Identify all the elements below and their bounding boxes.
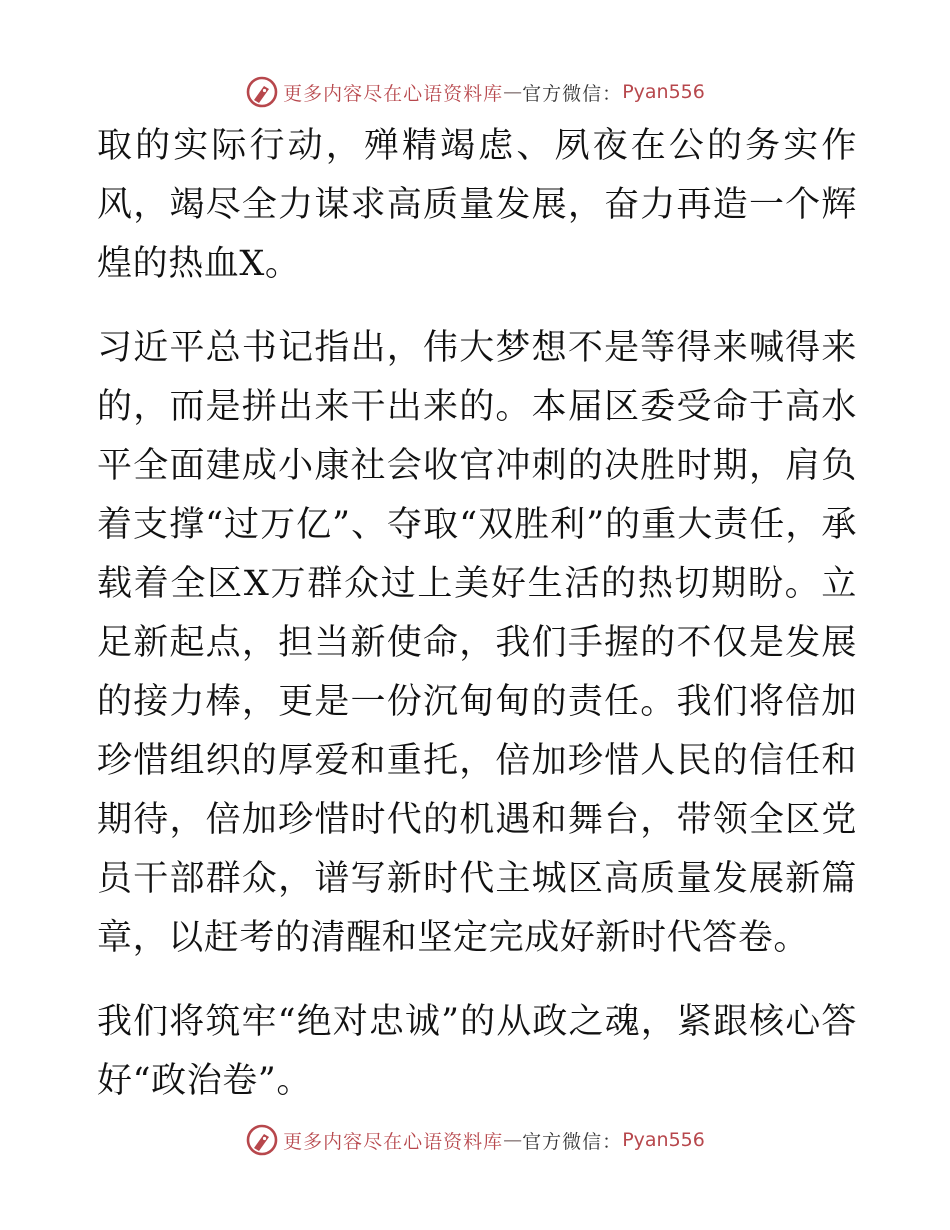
pen-nib-logo-icon — [245, 1123, 279, 1157]
watermark-wechat-handle: Pyan556 — [622, 81, 705, 103]
paragraph-2: 习近平总书记指出，伟大梦想不是等得来喊得来的，而是拼出来干出来的。本届区委受命于高水平全面建成小康社会收官冲刺的决胜时期，肩负着支撑“过万亿”、夺取“双胜利”的重大责任，承载着全区X万群众过上美好生活的热切期盼。立足新起点，担当新使命，我们手握的不仅是发展的接力棒，更是一份沉甸甸的责任。我们将倍加珍惜组织的厚爱和重托，倍加珍惜人民的信任和期待，倍加珍惜时代的机遇和舞台，带领全区党员干部群众，谱写新时代主城区高质量发展新篇章，以赶考的清醒和坚定完成好新时代答卷。 — [97, 328, 857, 958]
pen-nib-logo-icon — [245, 75, 279, 109]
header-watermark — [0, 72, 950, 112]
paragraph-3: 我们将筑牢“绝对忠诚”的从政之魂，紧跟核心答好“政治卷”。 — [97, 1002, 857, 1101]
watermark-site-name: 更多内容尽在心语资料库 — [283, 1130, 504, 1153]
document-body — [97, 117, 857, 1111]
paragraph-1: 取的实际行动，殚精竭虑、夙夜在公的务实作风，竭尽全力谋求高质量发展，奋力再造一个辉煌的热血X。 — [97, 126, 857, 284]
watermark-wechat-handle: Pyan556 — [622, 1129, 705, 1151]
footer-watermark — [0, 1120, 950, 1160]
watermark-site-name: 更多内容尽在心语资料库 — [283, 82, 504, 105]
watermark-wechat-label: 官方微信： — [522, 82, 623, 105]
watermark-separator: — — [503, 1129, 523, 1151]
watermark-wechat-label: 官方微信： — [522, 1130, 623, 1153]
watermark-separator: — — [503, 81, 523, 103]
